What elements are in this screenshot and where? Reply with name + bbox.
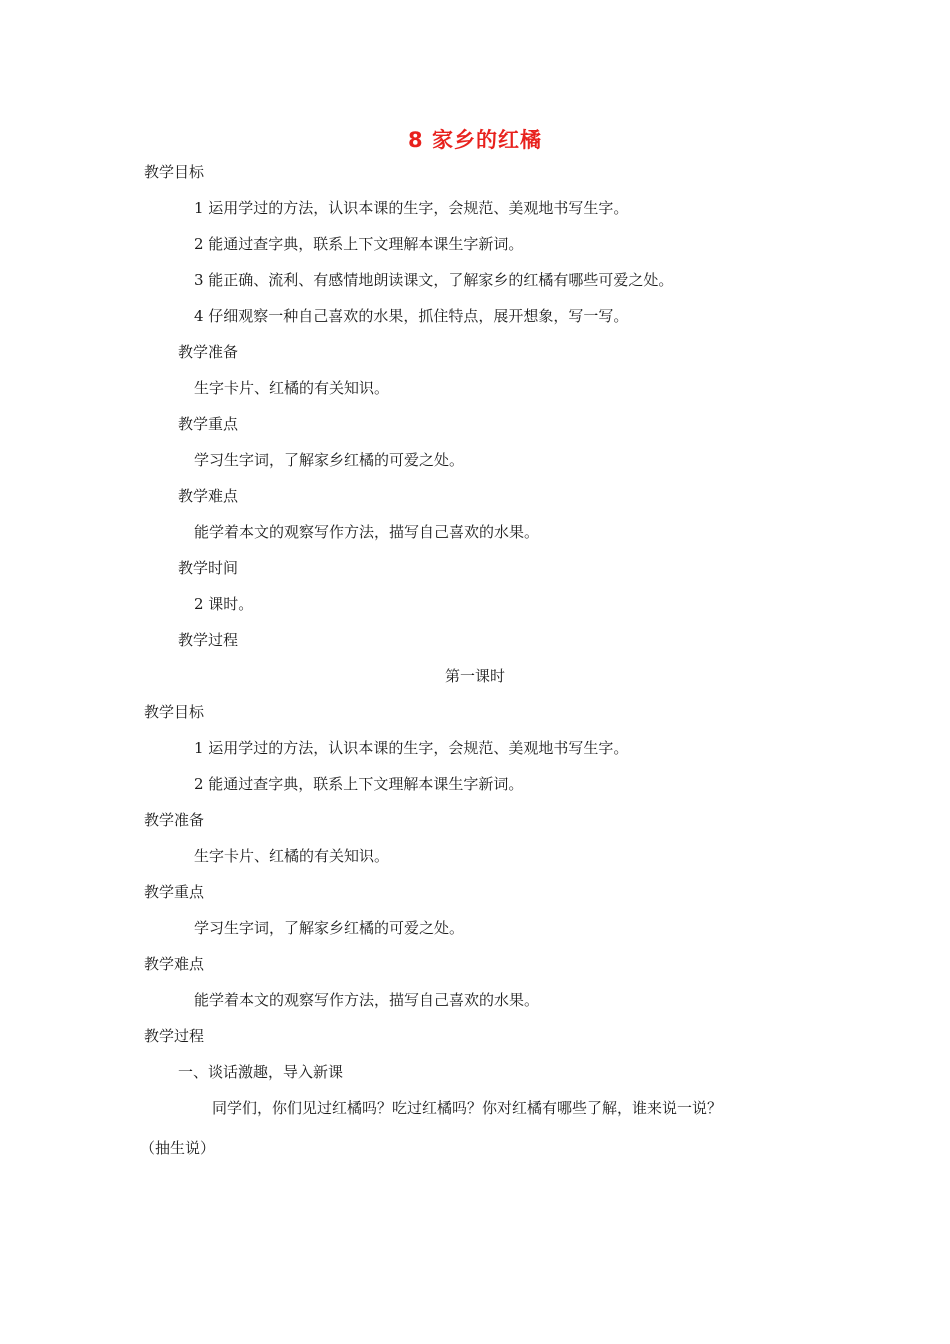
lesson1-objective-item-1: 1 运用学过的方法，认识本课的生字，会规范、美观地书写生字。 <box>194 739 629 757</box>
prep-text: 生字卡片、红橘的有关知识。 <box>194 379 390 397</box>
prep-heading: 教学准备 <box>178 343 239 361</box>
lesson1-difficulty-text: 能学着本文的观察写作方法，描写自己喜欢的水果。 <box>194 991 540 1009</box>
lesson1-difficulty-heading: 教学难点 <box>144 955 205 973</box>
lesson1-prep-text: 生字卡片、红橘的有关知识。 <box>194 847 390 865</box>
lesson1-process-heading: 教学过程 <box>144 1027 205 1045</box>
time-text: 2 课时。 <box>194 595 254 613</box>
objective-item-2: 2 能通过查字典，联系上下文理解本课生字新词。 <box>194 235 524 253</box>
objective-item-1: 1 运用学过的方法，认识本课的生字，会规范、美观地书写生字。 <box>194 199 629 217</box>
objective-item-3: 3 能正确、流利、有感情地朗读课文，了解家乡的红橘有哪些可爱之处。 <box>194 271 674 289</box>
lesson1-objective-item-2: 2 能通过查字典，联系上下文理解本课生字新词。 <box>194 775 524 793</box>
process-heading: 教学过程 <box>178 631 239 649</box>
difficulty-text: 能学着本文的观察写作方法，描写自己喜欢的水果。 <box>194 523 540 541</box>
lesson1-title: 第一课时 <box>444 667 505 685</box>
time-heading: 教学时间 <box>178 559 239 577</box>
key-text: 学习生字词，了解家乡红橘的可爱之处。 <box>194 451 465 469</box>
difficulty-heading: 教学难点 <box>178 487 239 505</box>
document-title: 8 家乡的红橘 <box>408 128 542 152</box>
step1-heading: 一、谈话激趣，导入新课 <box>178 1063 344 1081</box>
lesson1-key-text: 学习生字词，了解家乡红橘的可爱之处。 <box>194 919 465 937</box>
objectives-heading: 教学目标 <box>144 163 205 181</box>
objective-item-4: 4 仔细观察一种自己喜欢的水果，抓住特点，展开想象，写一写。 <box>194 307 629 325</box>
key-heading: 教学重点 <box>178 415 239 433</box>
lesson1-objectives-heading: 教学目标 <box>144 703 205 721</box>
lesson1-key-heading: 教学重点 <box>144 883 205 901</box>
step1-text: 同学们，你们见过红橘吗？吃过红橘吗？你对红橘有哪些了解，谁来说一说？ <box>212 1099 723 1117</box>
step1-note: （抽生说） <box>140 1139 216 1157</box>
lesson1-prep-heading: 教学准备 <box>144 811 205 829</box>
